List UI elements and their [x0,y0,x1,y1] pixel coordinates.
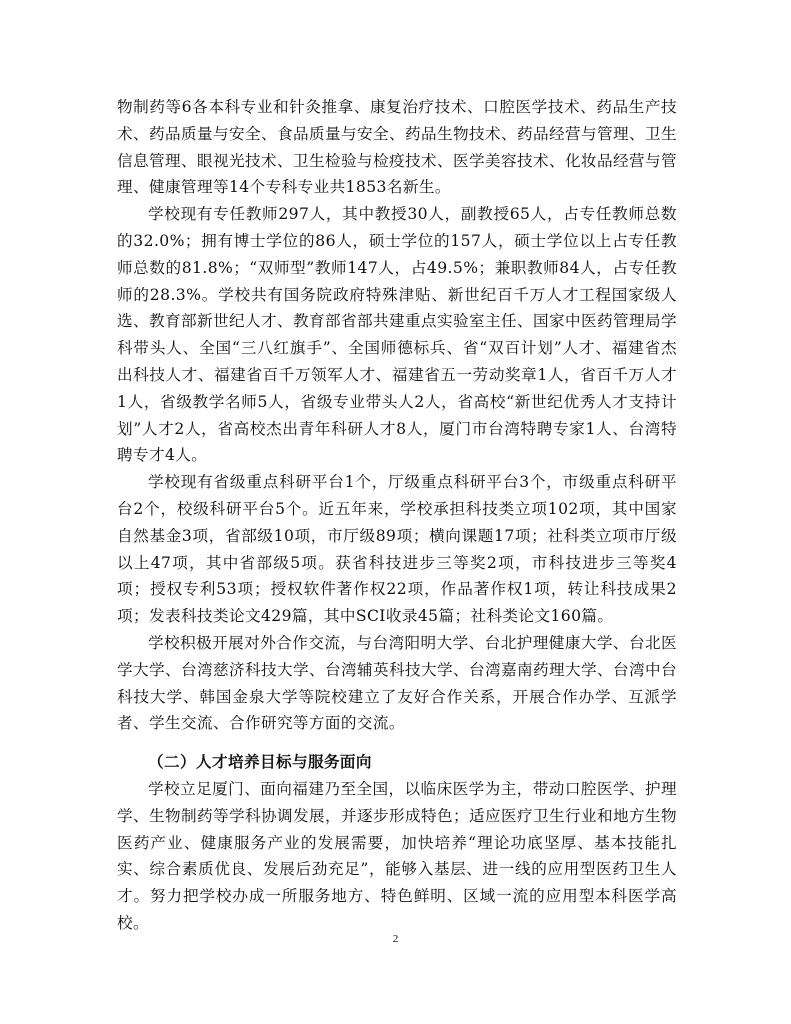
page-number: 2 [392,933,399,945]
paragraph-research: 学校现有省级重点科研平台1个，厅级重点科研平台3个，市级重点科研平台2个，校级科研平台5个。近五年来，学校承担科技类立项102项，其中国家自然基金3项，省部级10项，市厅级89项；横向课题17项；社科类立项市厅级以上47项，其中省部级5项。获省科技进步三等奖2项，市科技进步三等奖4项；授权专利53项；授权软件著作权22项，作品著作权1项，转让科技成果2项；发表科技类论文429篇，其中SCI收录45篇；社科类论文160篇。 [117,473,677,626]
paragraph-cooperation: 学校积极开展对外合作交流，与台湾阳明大学、台北护理健康大学、台北医学大学、台湾慈济科技大学、台湾辅英科技大学、台湾嘉南药理大学、台湾中台科技大学、韩国金泉大学等院校建立了友好合作关系，开展合作办学、互派学者、学生交流、合作研究等方面的交流。 [117,633,677,733]
paragraph-faculty: 学校现有专任教师297人，其中教授30人，副教授65人，占专任教师总数的32.0%；拥有博士学位的86人，硕士学位的157人，硕士学位以上占专任教师总数的81.8%；“双师型”教师147人，占49.5%；兼职教师84人，占专任教师的28.3%。学校共有国务院政府特殊津贴、新世纪百千万人才工程国家级人选、教育部新世纪人才、教育部省部共建重点实验室主任、国家中医药管理局学科带头人、全国“三八红旗手”、全国师德标兵、省“双百计划”人才、福建省杰出科技人才、福建省百千万领军人才、福建省五一劳动奖章1人，省百千万人才1人，省级教学名师5人，省级专业带头人2人，省高校“新世纪优秀人才支持计划”人才2人，省高校杰出青年科研人才8人，厦门市台湾特聘专家1人、台湾特聘专才4人。 [117,205,677,465]
document-body [117,94,677,937]
paragraph-majors-continued: 物制药等6各本科专业和针灸推拿、康复治疗技术、口腔医学技术、药品生产技术、药品质量与安全、食品质量与安全、药品生物技术、药品经营与管理、卫生信息管理、眼视光技术、卫生检验与检疫技术、医学美容技术、化妆品经营与管理、健康管理等14个专科专业共1853名新生。 [117,98,677,197]
section-heading: （二）人才培养目标与服务面向 [148,753,372,772]
paragraph-training-goals: 学校立足厦门、面向福建乃至全国，以临床医学为主，带动口腔医学、护理学、生物制药等学科协调发展，并逐步形成特色；适应医疗卫生行业和地方生物医药产业、健康服务产业的发展需要，加快培养“理论功底坚厚、基本技能扎实、综合素质优良、发展后劲充足”，能够入基层、进一线的应用型医药卫生人才。努力把学校办成一所服务地方、特色鲜明、区域一流的应用型本科医学高校。 [117,779,677,932]
